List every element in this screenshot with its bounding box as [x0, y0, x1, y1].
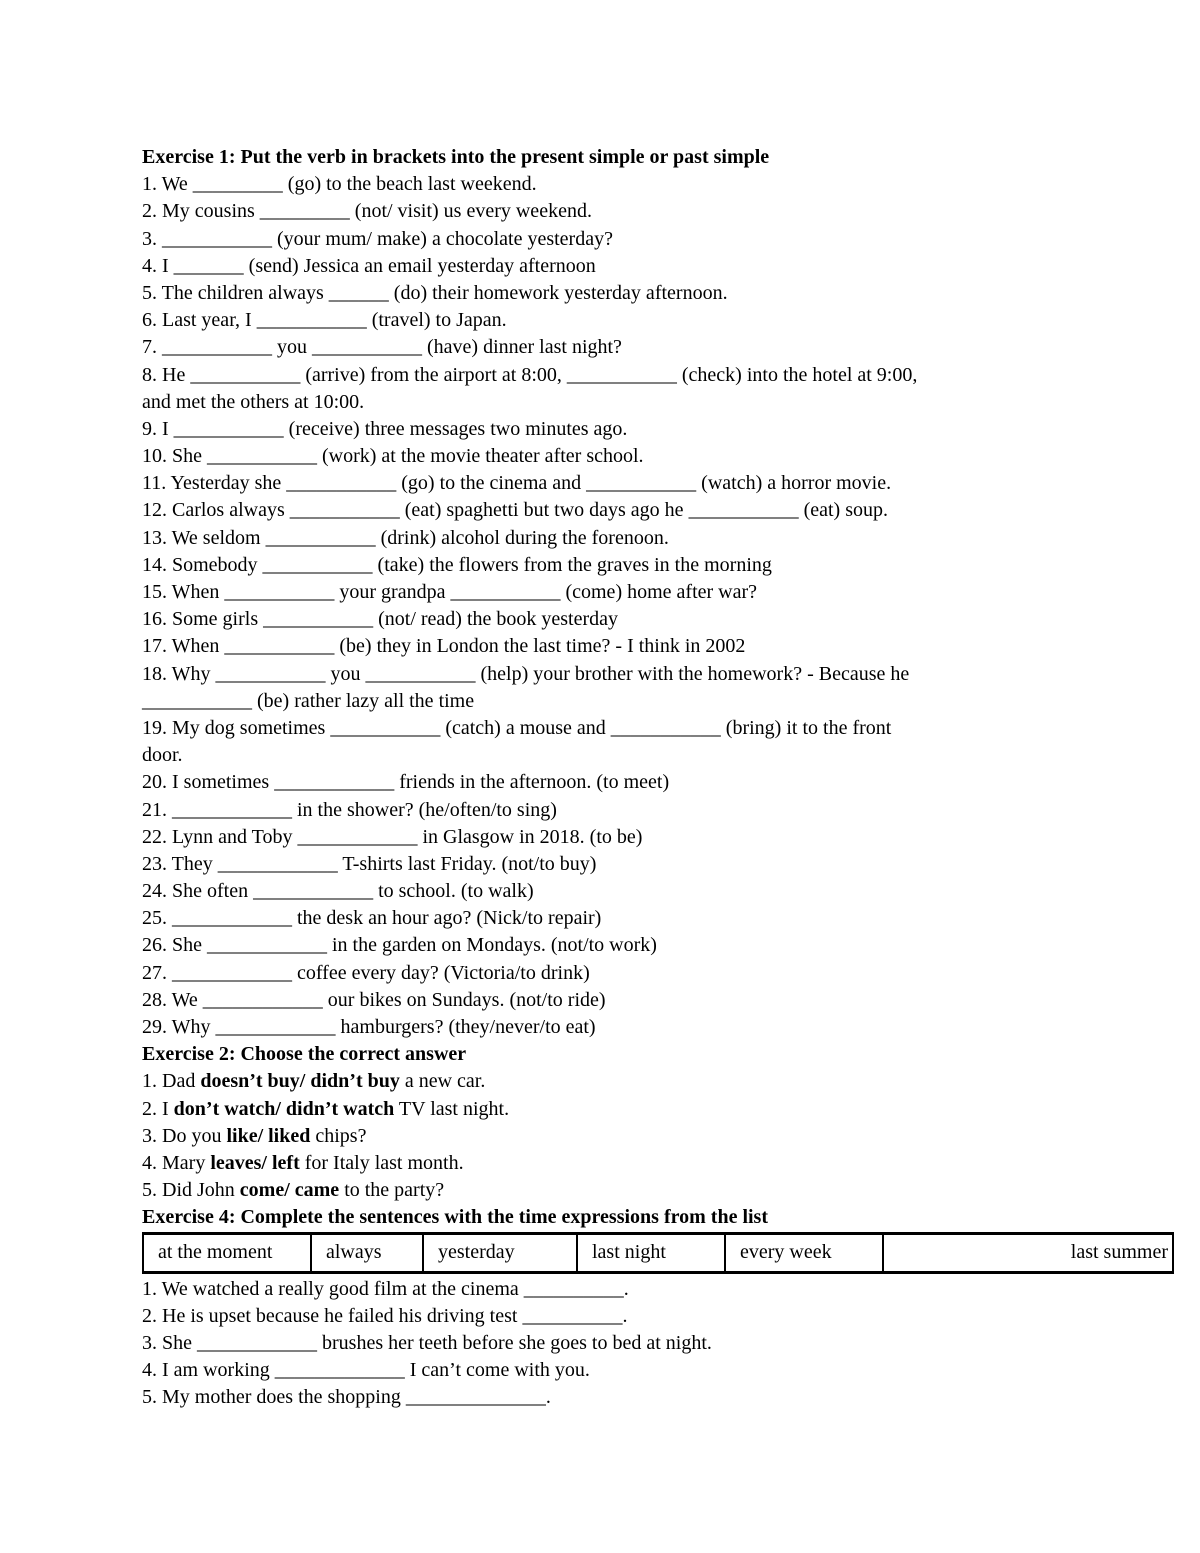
exercise-1-line: 1. We _________ (go) to the beach last weekend.	[142, 173, 537, 196]
exercise-4-line: 1. We watched a really good film at the cinema __________.	[142, 1277, 629, 1300]
word-cell: every week	[725, 1233, 883, 1272]
item-text: chips?	[310, 1124, 367, 1147]
worksheet	[142, 144, 1172, 1411]
answer-choices: doesn’t buy/ didn’t buy	[200, 1070, 400, 1093]
word-cell: at the moment	[143, 1233, 311, 1272]
word-cell: last night	[577, 1233, 725, 1272]
exercise-1-line: 22. Lynn and Toby ____________ in Glasgow in 2018. (to be)	[142, 825, 643, 848]
exercise-4-line: 4. I am working _____________ I can’t come with you.	[142, 1359, 590, 1382]
exercise-1-line: 17. When ___________ (be) they in London the last time? - I think in 2002	[142, 635, 746, 658]
item-text: 3. Do you	[142, 1124, 227, 1147]
exercise-2-heading: Exercise 2: Choose the correct answer	[142, 1043, 467, 1066]
exercise-2-item	[142, 1177, 1172, 1204]
exercise-1-line: 12. Carlos always ___________ (eat) spaghetti but two days ago he ___________ (eat) soup.	[142, 499, 888, 522]
exercise-4-line: 2. He is upset because he failed his driving test __________.	[142, 1304, 628, 1327]
exercise-1-line: 28. We ____________ our bikes on Sundays. (not/to ride)	[142, 988, 606, 1011]
exercise-1-line: 29. Why ____________ hamburgers? (they/never/to eat)	[142, 1016, 596, 1038]
exercise-1-line: 9. I ___________ (receive) three messages two minutes ago.	[142, 417, 628, 440]
exercise-1-line: 5. The children always ______ (do) their homework yesterday afternoon.	[142, 281, 728, 304]
exercise-4-heading: Exercise 4: Complete the sentences with the time expressions from the list	[142, 1206, 768, 1229]
exercise-1-line: and met the others at 10:00.	[142, 390, 365, 413]
exercise-1-line: 11. Yesterday she ___________ (go) to the cinema and ___________ (watch) a horror movie.	[142, 472, 892, 495]
exercise-4-line: 3. She ____________ brushes her teeth before she goes to bed at night.	[142, 1331, 712, 1354]
exercise-1-line: 15. When ___________ your grandpa ___________ (come) home after war?	[142, 581, 758, 603]
item-text: 1. Dad	[142, 1070, 201, 1093]
exercise-1-line: 2. My cousins _________ (not/ visit) us every weekend.	[142, 200, 592, 223]
exercise-1-line: 4. I _______ (send) Jessica an email yesterday afternoon	[142, 254, 596, 277]
item-text: 5. Did John	[142, 1179, 240, 1202]
exercise-2-item	[142, 1150, 1172, 1177]
exercise-1-line: 7. ___________ you ___________ (have) dinner last night?	[142, 336, 622, 359]
exercise-1-line: 26. She ____________ in the garden on Mondays. (not/to work)	[142, 934, 657, 957]
exercise-1-heading: Exercise 1: Put the verb in brackets into the present simple or past simple	[142, 146, 770, 168]
exercise-1-line: 8. He ___________ (arrive) from the airport at 8:00, ___________ (check) into the hotel at 9:00,	[142, 363, 918, 386]
exercise-1-line: 16. Some girls ___________ (not/ read) the book yesterday	[142, 608, 619, 631]
item-text: for Italy last month.	[299, 1151, 464, 1174]
word-cell: yesterday	[423, 1233, 577, 1272]
exercise-1-line: 23. They ____________ T-shirts last Friday. (not/to buy)	[142, 852, 597, 875]
item-text: 2. I	[142, 1097, 174, 1120]
exercise-1-line: 3. ___________ (your mum/ make) a chocolate yesterday?	[142, 227, 613, 250]
exercise-2-item	[142, 1096, 1172, 1123]
exercise-1-line: 20. I sometimes ____________ friends in the afternoon. (to meet)	[142, 771, 670, 794]
item-text: TV last night.	[394, 1097, 510, 1120]
exercise-1-line: 14. Somebody ___________ (take) the flowers from the graves in the morning	[142, 553, 772, 576]
word-list-table	[142, 1232, 1174, 1274]
exercise-1-line: 19. My dog sometimes ___________ (catch) a mouse and ___________ (bring) it to the front	[142, 716, 892, 739]
exercise-1-line: 27. ____________ coffee every day? (Victoria/to drink)	[142, 961, 590, 984]
answer-choices: don’t watch/ didn’t watch	[173, 1097, 395, 1120]
answer-choices: come/ came	[239, 1179, 340, 1202]
exercise-1-line: 18. Why ___________ you ___________ (help) your brother with the homework? - Because he	[142, 662, 910, 685]
exercise-1-line: 13. We seldom ___________ (drink) alcohol during the forenoon.	[142, 526, 669, 549]
answer-choices: like/ liked	[226, 1124, 311, 1147]
item-text: 4. Mary	[142, 1151, 211, 1174]
exercise-1-line: 25. ____________ the desk an hour ago? (Nick/to repair)	[142, 907, 602, 930]
item-text: a new car.	[399, 1070, 486, 1093]
answer-choices: leaves/ left	[210, 1151, 300, 1174]
exercise-1-line: ___________ (be) rather lazy all the time	[142, 689, 475, 712]
exercise-4-line: 5. My mother does the shopping ______________.	[142, 1386, 551, 1409]
exercise-2-item	[142, 1068, 1172, 1095]
item-text: to the party?	[339, 1179, 445, 1202]
exercise-1-line: 6. Last year, I ___________ (travel) to Japan.	[142, 309, 507, 332]
exercise-2-item	[142, 1123, 1172, 1150]
exercise-1-line: door.	[142, 744, 183, 767]
word-cell: always	[311, 1233, 423, 1272]
exercise-1-line: 10. She ___________ (work) at the movie theater after school.	[142, 445, 644, 468]
exercise-1-line: 24. She often ____________ to school. (to walk)	[142, 880, 534, 903]
word-cell: last summer	[883, 1233, 1173, 1272]
exercise-1-line: 21. ____________ in the shower? (he/often/to sing)	[142, 798, 557, 821]
